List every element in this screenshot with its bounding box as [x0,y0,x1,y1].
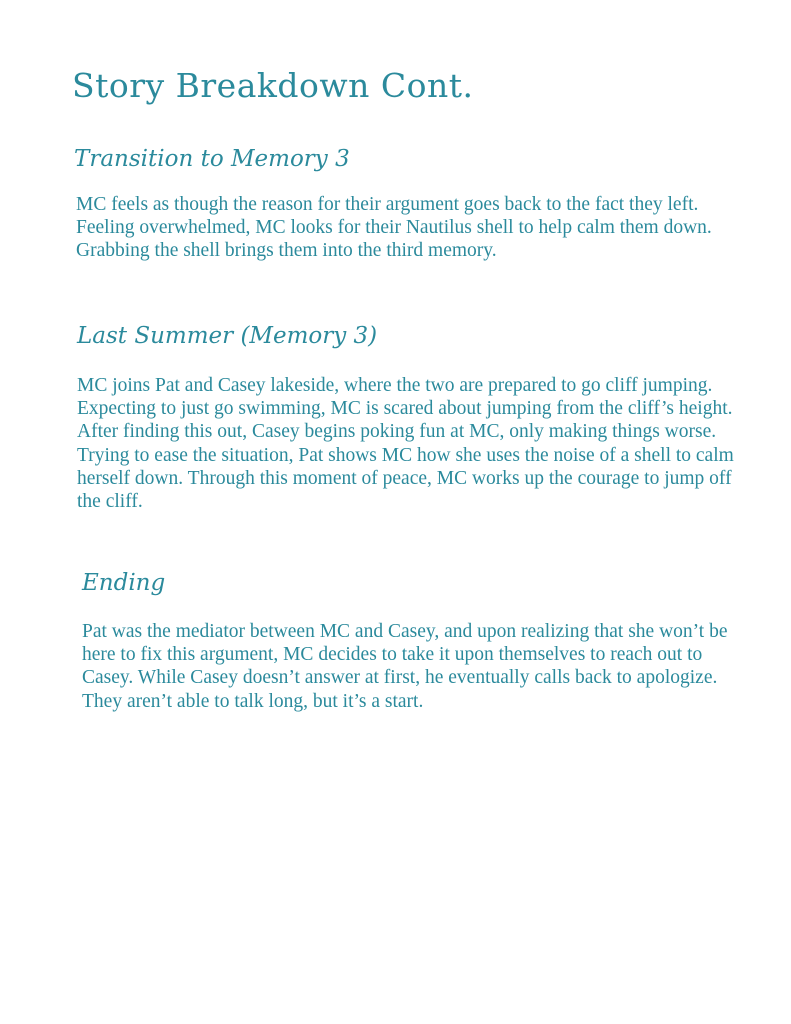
section-body: MC joins Pat and Casey lakeside, where the two are prepared to go cliff jumping. Expecting to just go swimming, MC is scared about jumping from the cliff’s height. After finding this out, Casey begins poking fun at MC, only making things worse. Trying to ease the situation, Pat shows MC how she uses the noise of a shell to calm herself down. Through this moment of peace, MC works up the courage to jump off the cliff. [77,375,734,513]
page-title: Story Breakdown Cont. [72,66,474,105]
section-body: Pat was the mediator between MC and Casey, and upon realizing that she won’t be here to fix this argument, MC decides to take it upon themselves to reach out to Casey. While Casey doesn’t answer at first, he eventually calls back to apologize. They aren’t able to talk long, but it’s a start. [82,621,728,712]
section-body: MC feels as though the reason for their argument goes back to the fact they left. Feeling overwhelmed, MC looks for their Nautilus shell to help calm them down. Grabbing the shell brings them into the third memory. [76,194,712,262]
section-heading: Transition to Memory 3 [74,146,350,172]
section-heading: Last Summer (Memory 3) [77,323,378,349]
section-heading: Ending [82,570,166,596]
